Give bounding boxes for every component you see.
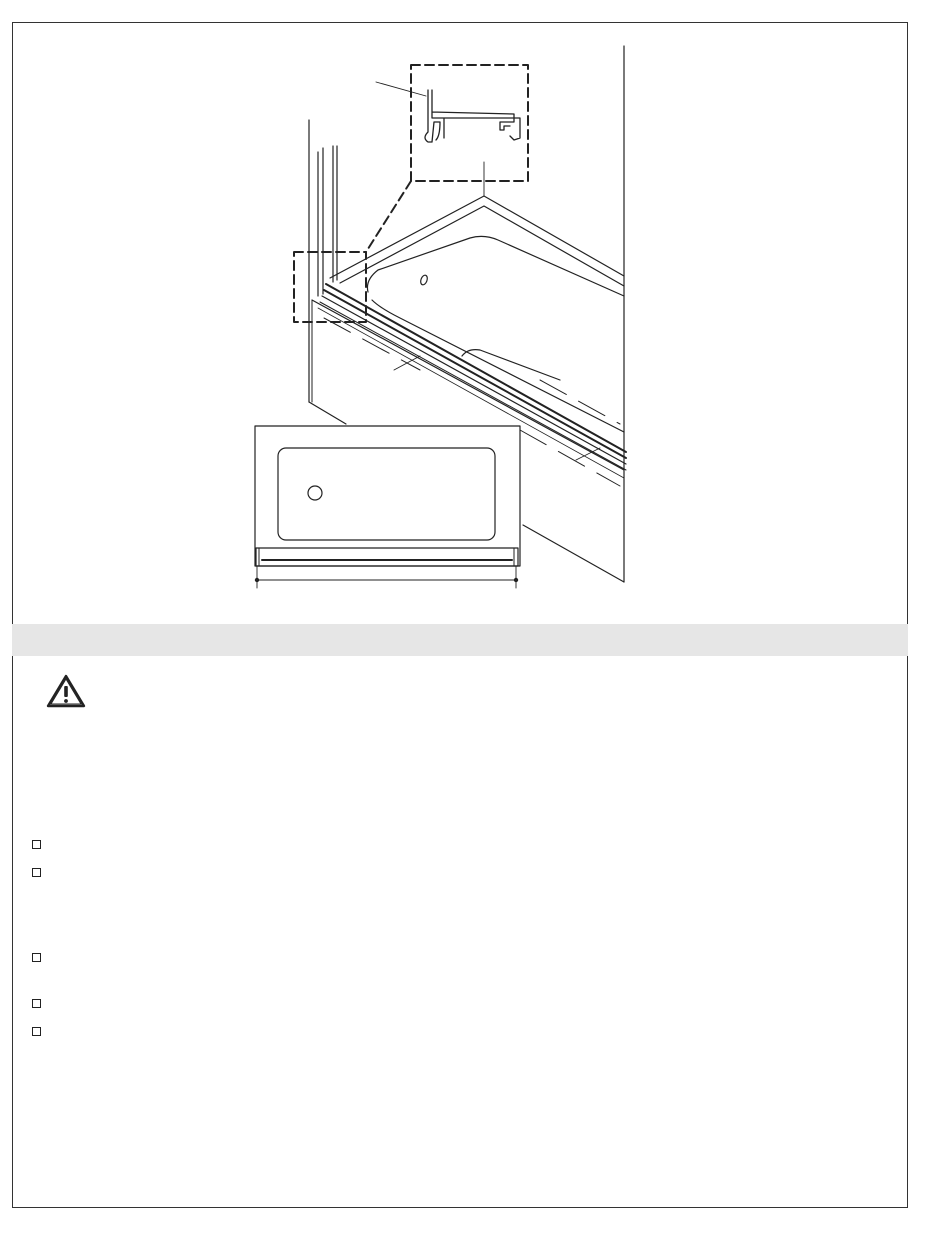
track-profile [425,90,520,142]
checkbox-icon[interactable] [32,840,41,849]
tub-apron [312,300,624,478]
plan-view-tub [255,426,520,588]
checkbox-icon[interactable] [32,999,41,1008]
section-header-band [12,624,908,656]
checkbox-icon[interactable] [32,868,41,877]
warning-triangle-icon [44,672,88,710]
leader-line [376,82,426,96]
installation-diagram [0,0,950,620]
checkbox-icon[interactable] [32,953,41,962]
checkbox-icon[interactable] [32,1027,41,1036]
